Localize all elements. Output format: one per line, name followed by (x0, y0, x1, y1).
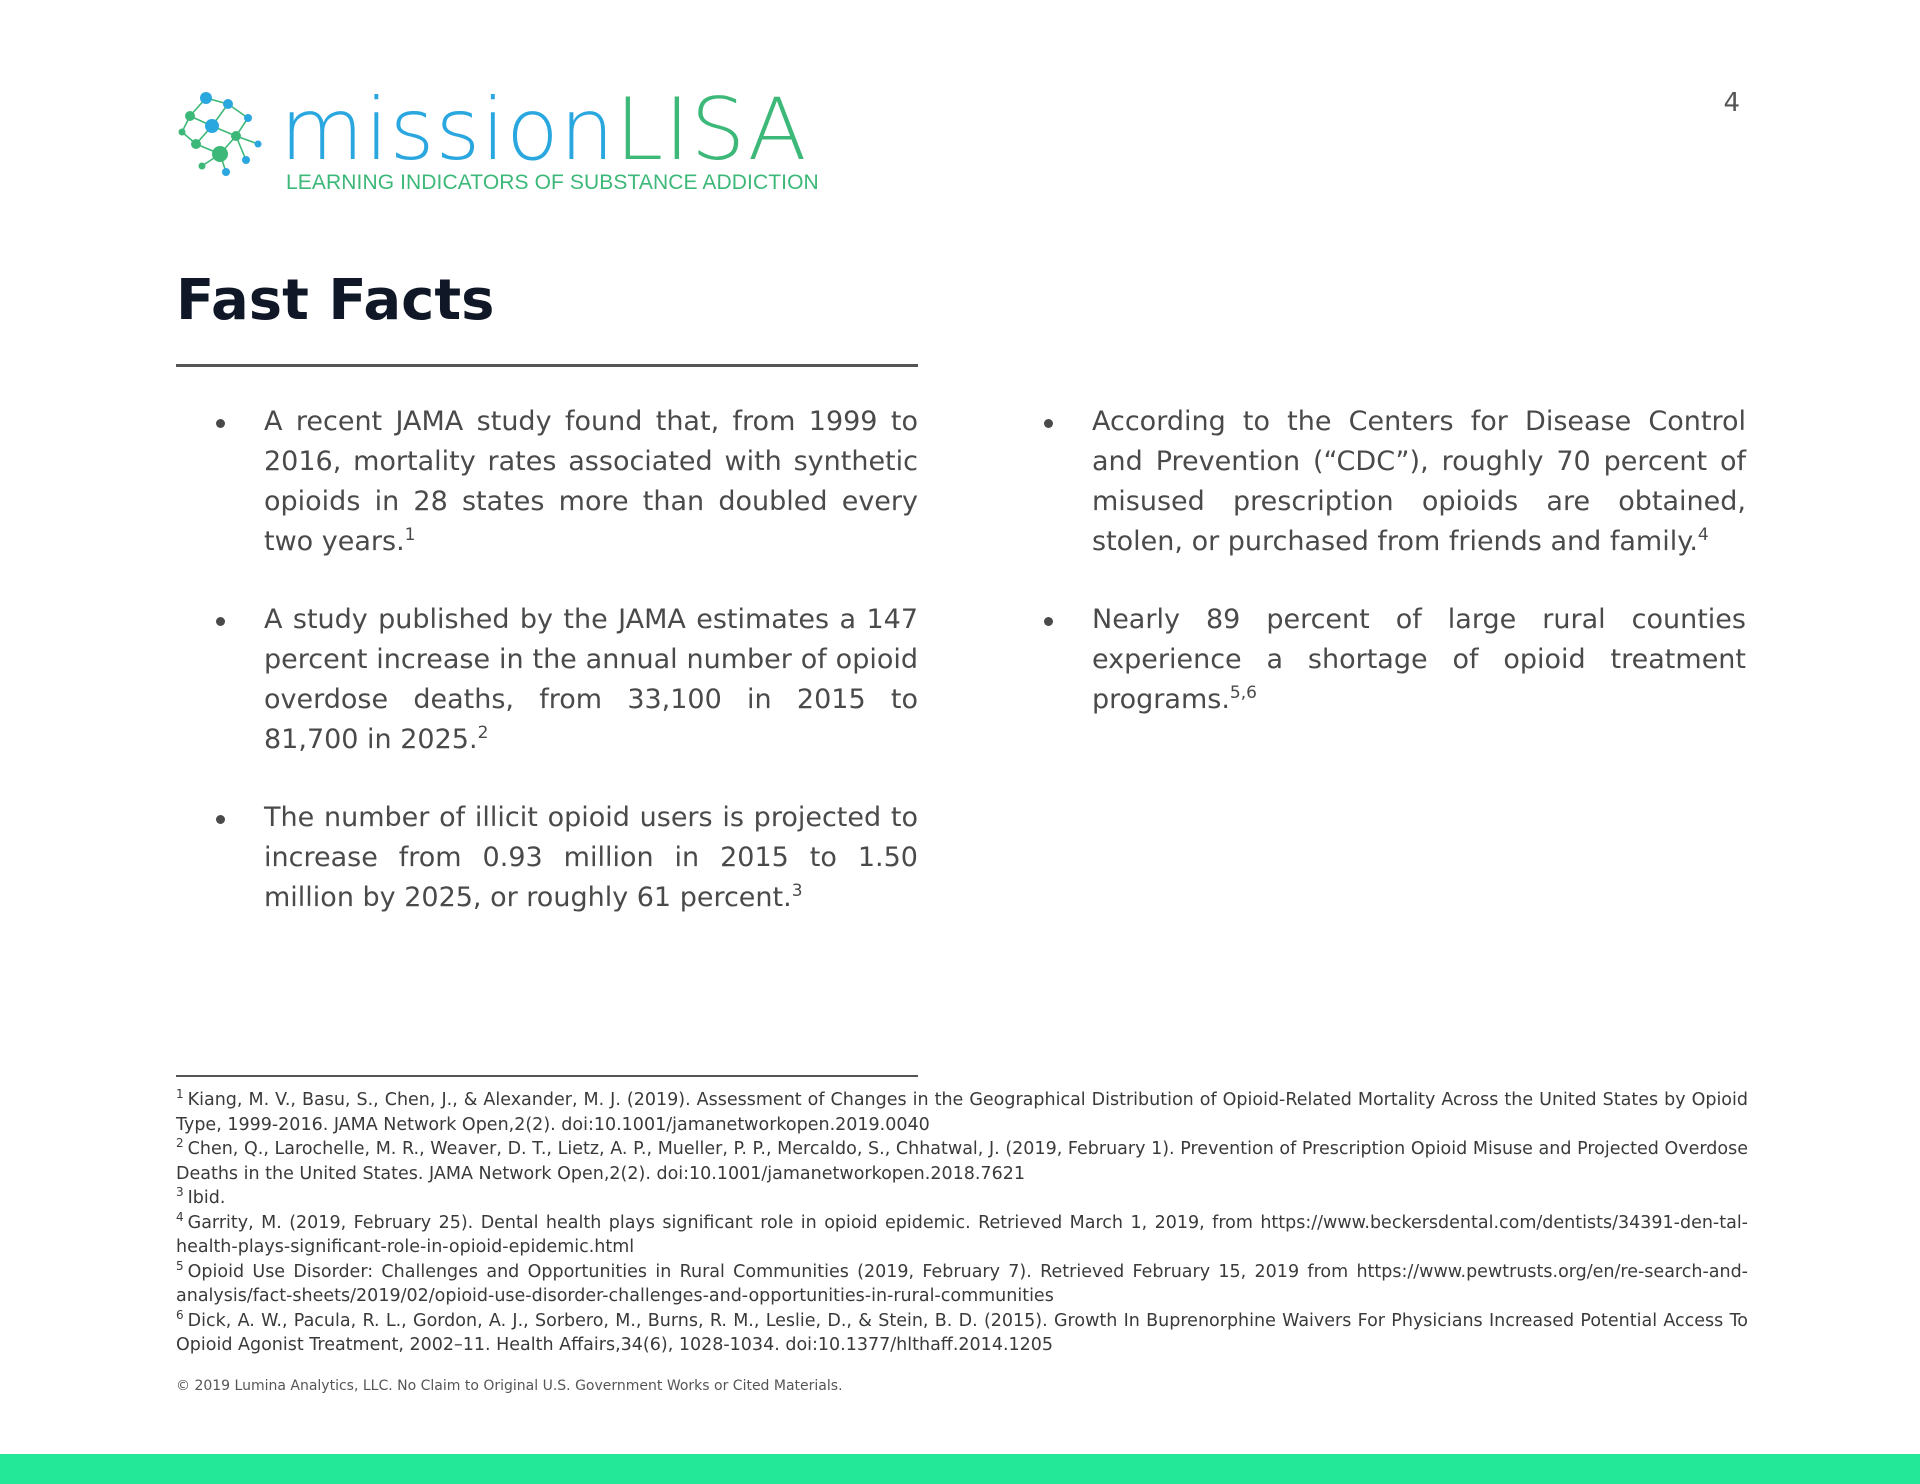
page-title: Fast Facts (176, 268, 495, 333)
footnote-number: 5 (176, 1258, 184, 1273)
bullet-icon (216, 815, 225, 824)
fact-item (216, 402, 918, 562)
footnote-divider (176, 1075, 918, 1077)
footnote (176, 1211, 1748, 1260)
fact-item (1044, 402, 1746, 562)
network-molecule-icon (176, 88, 266, 178)
footnote-number: 6 (176, 1307, 184, 1322)
bullet-icon (1044, 617, 1053, 626)
facts-left-column (216, 402, 918, 956)
footnote (176, 1260, 1748, 1309)
footnote-number: 2 (176, 1136, 184, 1151)
footnote-text: Chen, Q., Larochelle, M. R., Weaver, D. T., Lietz, A. P., Mueller, P. P., Mercaldo, S., Chhatwal, J. (2019, February 1). Prevention of Prescription Opioid Misuse and Projected Overdose Deaths in the United States. JAMA Network Open,2(2). doi:10.1001/jamanetworkopen.2018.7621 (176, 1139, 1748, 1184)
copyright-notice: © 2019 Lumina Analytics, LLC. No Claim to Original U.S. Government Works or Cited Materials. (176, 1378, 843, 1394)
page-number: 4 (1723, 88, 1740, 118)
title-divider (176, 364, 918, 367)
footnote-ref: 2 (477, 723, 489, 743)
footnote-number: 3 (176, 1185, 184, 1200)
fact-item (216, 798, 918, 918)
footnote-ref: 1 (404, 525, 416, 545)
bullet-icon (216, 419, 225, 428)
footnote-text: Opioid Use Disorder: Challenges and Opportunities in Rural Communities (2019, February 7). Retrieved February 15, 2019 from https://www.pewtrusts.org/en/re-search-and-analysis/fact-sheets/2019/02/opioid-use-disorder-challenges-and-opportunities-in-rural-communities (176, 1261, 1748, 1306)
footnote (176, 1088, 1748, 1137)
footnote-ref: 3 (791, 881, 803, 901)
footnotes (176, 1088, 1748, 1358)
footnote-number: 4 (176, 1209, 184, 1224)
brand-logo (176, 80, 876, 200)
logo-word-mission: mission (280, 80, 616, 180)
footnote-ref: 4 (1697, 525, 1709, 545)
footnote-text: Ibid. (187, 1188, 226, 1208)
logo-tagline: LEARNING INDICATORS OF SUBSTANCE ADDICTION (286, 171, 819, 194)
footnote-number: 1 (176, 1087, 184, 1102)
fact-text: According to the Centers for Disease Control and Prevention (“CDC”), roughly 70 percent of misused prescription opioids are obtained, stolen, or purchased from friends and family. (1092, 406, 1746, 557)
logo-wordmark (280, 82, 808, 178)
bullet-icon (1044, 419, 1053, 428)
bullet-icon (216, 617, 225, 626)
fact-text: The number of illicit opioid users is projected to increase from 0.93 million in 2015 to 1.50 million by 2025, or roughly 61 percent. (264, 802, 918, 913)
footnote (176, 1137, 1748, 1186)
facts-right-column (1044, 402, 1746, 758)
fact-text: Nearly 89 percent of large rural counties experience a shortage of opioid treatment programs. (1092, 604, 1746, 715)
fact-text: A study published by the JAMA estimates a 147 percent increase in the annual number of opioid overdose deaths, from 33,100 in 2015 to 81,700 in 2025. (264, 604, 918, 755)
fact-item (216, 600, 918, 760)
footnote-text: Garrity, M. (2019, February 25). Dental health plays significant role in opioid epidemic. Retrieved March 1, 2019, from https://www.beckersdental.com/dentists/34391-den-tal-health-plays-significant-role-in-opioid-epidemic.html (176, 1212, 1748, 1257)
footnote (176, 1309, 1748, 1358)
footnote (176, 1186, 1748, 1211)
logo-word-lisa: LISA (615, 80, 808, 180)
fact-item (1044, 600, 1746, 720)
fact-text: A recent JAMA study found that, from 1999 to 2016, mortality rates associated with synthetic opioids in 28 states more than doubled every two years. (264, 406, 918, 557)
footnote-text: Dick, A. W., Pacula, R. L., Gordon, A. J., Sorbero, M., Burns, R. M., Leslie, D., & Stein, B. D. (2015). Growth In Buprenorphine Waivers For Physicians Increased Potential Access To Opioid Agonist Treatment, 2002–11. Health Affairs,34(6), 1028-1034. doi:10.1377/hlthaff.2014.1205 (176, 1310, 1748, 1355)
footnote-ref: 5,6 (1229, 683, 1257, 703)
footer-accent-bar (0, 1454, 1920, 1484)
footnote-text: Kiang, M. V., Basu, S., Chen, J., & Alexander, M. J. (2019). Assessment of Changes in the Geographical Distribution of Opioid-Related Mortality Across the United States by Opioid Type, 1999-2016. JAMA Network Open,2(2). doi:10.1001/jamanetworkopen.2019.0040 (176, 1090, 1748, 1135)
